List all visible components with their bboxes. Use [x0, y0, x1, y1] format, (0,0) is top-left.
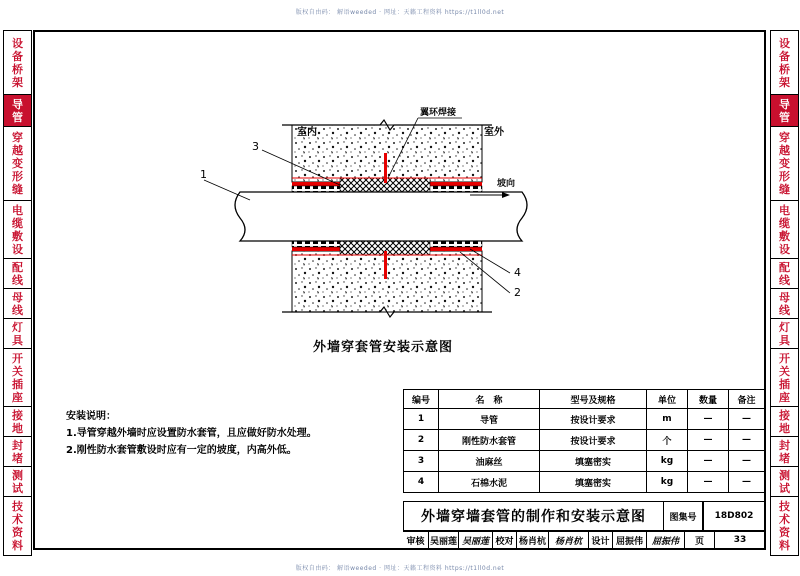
note-item: 1.导管穿越外墙时应设置防水套管，且应做好防水处理。	[66, 428, 317, 439]
notes-heading: 安装说明：	[66, 411, 116, 422]
table-row	[404, 430, 765, 451]
callout-3: 3	[252, 140, 259, 153]
cell: 填塞密实	[540, 472, 647, 493]
side-tab-1[interactable]: 导 管	[4, 95, 31, 127]
cell: 石棉水泥	[439, 472, 540, 493]
header-cell: 名 称	[439, 390, 540, 409]
header-cell: 单位	[647, 390, 688, 409]
cell: —	[688, 409, 729, 430]
side-tab-7[interactable]: 开 关 插 座	[4, 349, 31, 407]
cell: 2	[404, 430, 439, 451]
materials-table	[403, 389, 765, 493]
check-signature: 杨肖杭	[549, 532, 589, 548]
design-label: 设计	[589, 532, 613, 548]
callout-2: 2	[514, 286, 521, 299]
side-tab-4[interactable]: 配 线	[771, 259, 798, 289]
side-tab-9[interactable]: 封 堵	[4, 437, 31, 467]
header-cell: 编号	[404, 390, 439, 409]
flange-ring-lower	[384, 251, 387, 279]
cell: 按设计要求	[540, 430, 647, 451]
watermark-top: 版权自由码： 解语weeded · 网址：天籁工程资料 https://t1ll0d.net	[295, 9, 505, 16]
audit-signature: 吴丽莲	[459, 532, 493, 548]
side-tab-11[interactable]: 技 术 资 料	[12, 500, 23, 552]
atlas-label: 图集号	[663, 501, 703, 531]
table-row	[404, 451, 765, 472]
label-outdoor: 室外	[484, 127, 504, 138]
side-tab-1[interactable]: 导 管	[771, 95, 798, 127]
side-tab-5[interactable]: 母 线	[4, 289, 31, 319]
check-name: 杨肖杭	[517, 532, 549, 548]
cell: 导管	[439, 409, 540, 430]
installation-notes	[66, 408, 317, 459]
cell: 3	[404, 451, 439, 472]
side-tab-6[interactable]: 灯 具	[771, 319, 798, 349]
side-tab-11[interactable]: 技 术 资 料	[779, 500, 790, 552]
cell: 填塞密实	[540, 451, 647, 472]
design-signature: 屈振伟	[647, 532, 685, 548]
cell: kg	[647, 472, 688, 493]
header-cell: 型号及规格	[540, 390, 647, 409]
cell: 1	[404, 409, 439, 430]
title-block-title: 外墙穿墙套管的制作和安装示意图	[403, 501, 663, 531]
cell: 按设计要求	[540, 409, 647, 430]
conduit-pipe	[235, 192, 527, 241]
note-item: 2.刚性防水套管敷设时应有一定的坡度，内高外低。	[66, 445, 297, 456]
cell: 个	[647, 430, 688, 451]
cell: —	[729, 451, 765, 472]
cell: —	[729, 472, 765, 493]
cell: —	[688, 451, 729, 472]
cell: —	[729, 430, 765, 451]
header-cell: 数量	[688, 390, 729, 409]
cell: 油麻丝	[439, 451, 540, 472]
side-tab-2[interactable]: 穿 越 变 形 缝	[771, 127, 798, 201]
label-slope: 坡向	[497, 179, 516, 189]
table-row	[404, 409, 765, 430]
side-tab-7[interactable]: 开 关 插 座	[771, 349, 798, 407]
side-tab-5[interactable]: 母 线	[771, 289, 798, 319]
cell: 4	[404, 472, 439, 493]
page-label: 页	[685, 532, 715, 548]
side-tab-9[interactable]: 封 堵	[771, 437, 798, 467]
audit-name: 吴丽莲	[429, 532, 459, 548]
side-tab-3[interactable]: 电 缆 敷 设	[4, 201, 31, 259]
drawing-caption: 外墙穿套管安装示意图	[313, 340, 454, 355]
side-tab-10[interactable]: 测 试	[771, 467, 798, 497]
callout-1: 1	[200, 168, 207, 181]
side-tab-0[interactable]: 设 备 桥 架	[4, 31, 31, 95]
label-weld: 翼环焊接	[420, 108, 457, 118]
side-tab-2[interactable]: 穿 越 变 形 缝	[4, 127, 31, 201]
cell: —	[729, 409, 765, 430]
page-number: 33	[733, 535, 747, 545]
cell: —	[688, 472, 729, 493]
side-tab-3[interactable]: 电 缆 敷 设	[771, 201, 798, 259]
design-name: 屈振伟	[613, 532, 647, 548]
side-tab-8[interactable]: 接 地	[4, 407, 31, 437]
side-tab-8[interactable]: 接 地	[771, 407, 798, 437]
signature-row	[403, 531, 765, 548]
label-indoor: 室内	[297, 127, 317, 138]
side-tab-0[interactable]: 设 备 桥 架	[771, 31, 798, 95]
cell: m	[647, 409, 688, 430]
table-row	[404, 472, 765, 493]
callout-4: 4	[514, 266, 521, 279]
audit-label: 审核	[403, 532, 429, 548]
side-tab-10[interactable]: 测 试	[4, 467, 31, 497]
flange-ring-upper	[384, 153, 387, 183]
cell: 刚性防水套管	[439, 430, 540, 451]
side-tab-6[interactable]: 灯 具	[4, 319, 31, 349]
table-header-row	[404, 390, 765, 409]
side-tab-4[interactable]: 配 线	[4, 259, 31, 289]
check-label: 校对	[493, 532, 517, 548]
cell: —	[688, 430, 729, 451]
watermark-bottom: 版权自由码： 解语weeded · 网址：天籁工程资料 https://t1ll0d.net	[295, 565, 505, 572]
atlas-number: 18D802	[703, 501, 765, 531]
header-cell: 备注	[729, 390, 765, 409]
cell: kg	[647, 451, 688, 472]
